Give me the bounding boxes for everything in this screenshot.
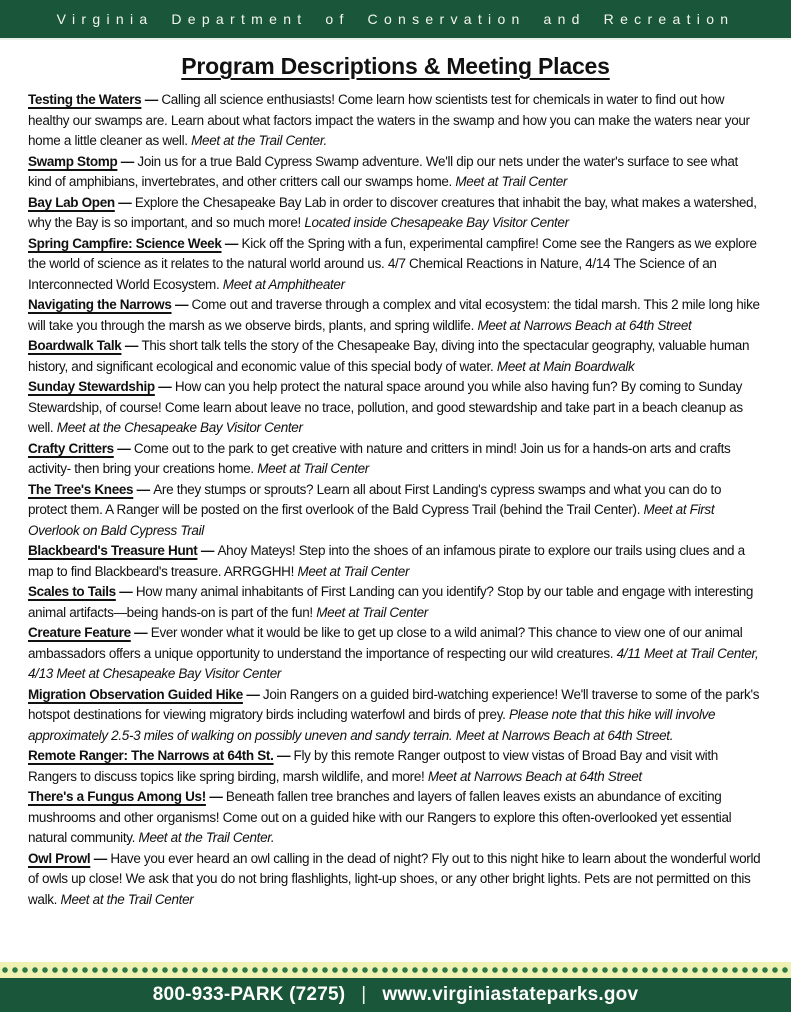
program-dash: —: [115, 584, 136, 599]
program-description: Ahoy Mateys! Step into the shoes of an infamous pirate to explore our trails using clues and a map to find Blackbeard's treasure. ARRGGHH!: [28, 543, 745, 579]
header-bar: [0, 0, 791, 40]
program-name: Owl Prowl: [28, 850, 91, 866]
program-name: There's a Fungus Among Us!: [28, 789, 206, 804]
program-dash: —: [130, 625, 151, 640]
program-description: Come out and traverse through a complex and vital ecosystem: the tidal marsh. This 2 mile long hike will take you through the marsh as we observe birds, plants, and spring wildlife.: [28, 297, 760, 333]
program-description: This short talk tells the story of the Chesapeake Bay, diving into the spectacular geography, valuable human history, and significant ecological and economic value of this special body of water.: [28, 338, 750, 374]
program-paragraph: [28, 336, 763, 377]
program-paragraph: [28, 582, 763, 623]
program-name: Sunday Stewardship: [28, 379, 155, 394]
program-description: Kick off the Spring with a fun, experimental campfire! Come see the Rangers as we explore the world of science as it relates to the natural world around us. 4/7 Chemical Reactions in Nature, 4/14 The Science of an Interconnected World Ecosystem.: [28, 235, 757, 292]
program-meeting-place: Meet at Trail Center: [297, 563, 410, 579]
program-description: Come out to the park to get creative with nature and critters in mind! Join us for a hands-on arts and crafts activity- then bring your creations home.: [28, 440, 731, 476]
program-paragraph: [28, 746, 763, 787]
program-meeting-place: Located inside Chesapeake Bay Visitor Center: [304, 215, 569, 230]
program-name: Scales to Tails: [28, 584, 116, 599]
program-dash: —: [242, 686, 263, 702]
program-name: Testing the Waters: [28, 92, 142, 107]
program-paragraph: [28, 541, 763, 582]
program-dash: —: [273, 748, 294, 763]
program-dash: —: [141, 92, 162, 107]
program-meeting-place: 4/11 Meet at Trail Center, 4/13 Meet at Chesapeake Bay Visitor Center: [28, 645, 759, 681]
program-paragraph: [28, 849, 763, 911]
dotted-divider: [0, 962, 791, 978]
program-paragraph: [28, 152, 763, 193]
program-name: Bay Lab Open: [28, 194, 115, 210]
program-dash: —: [90, 850, 111, 866]
program-paragraph: [28, 193, 763, 234]
program-meeting-place: Meet at the Trail Center.: [191, 133, 327, 148]
program-paragraph: [28, 295, 763, 336]
footer-website: www.virginiastateparks.gov: [382, 984, 639, 1005]
program-paragraph: [28, 439, 763, 480]
program-description: Join Rangers on a guided bird-watching experience! We'll traverse to some of the park's hotspot destinations for viewing migratory birds including waterfowl and birds of prey.: [28, 686, 760, 722]
program-paragraph: [28, 234, 763, 296]
program-meeting-place: Please note that this hike will involve approximately 2.5-3 miles of walking on possibly uneven and sandy terrain. Meet at Narrows Beach at 64th Street.: [28, 707, 716, 743]
program-meeting-place: Meet at First Overlook on Bald Cypress Trail: [28, 502, 715, 538]
program-paragraph: [28, 685, 763, 747]
program-paragraph: [28, 623, 763, 685]
program-meeting-place: Meet at Narrows Beach at 64th Street: [477, 317, 692, 333]
program-name: Swamp Stomp: [28, 153, 118, 169]
footer-bar: [0, 978, 791, 1012]
program-meeting-place: Meet at Trail Center: [316, 604, 428, 620]
program-description: Join us for a true Bald Cypress Swamp adventure. We'll dip our nets under the water's surface to see what kind of amphibians, invertebrates, and other critters call our swamps home.: [28, 153, 738, 189]
program-meeting-place: Meet at the Trail Center.: [138, 830, 275, 845]
program-description: Beneath fallen tree branches and layers of fallen leaves exists an abundance of exciting mushrooms and other organisms! Come out on a guided hike with our Rangers to explore this often-overlooked yet essential natural community.: [28, 789, 732, 845]
program-dash: —: [205, 789, 226, 804]
bottom-margin: [0, 1012, 791, 1024]
program-meeting-place: Meet at Narrows Beach at 64th Street: [427, 768, 642, 784]
program-description: Calling all science enthusiasts! Come learn how scientists test for chemicals in water to find out how healthy our swamps are. Learn about what factors impact the waters in the swamp and how you can make the waters near your home a little cleaner as well.: [28, 92, 750, 148]
program-meeting-place: Meet at the Chesapeake Bay Visitor Center: [56, 420, 303, 435]
program-description: Have you ever heard an owl calling in the dead of night? Fly out to this night hike to learn about the wonderful world of owls up close! We ask that you do not bring flashlights, light-up shoes, or any other bright lights. Pets are not permitted on this walk.: [28, 850, 761, 907]
program-description: Ever wonder what it would be like to get up close to a wild animal? This chance to view one of our animal ambassadors offers a unique opportunity to understand the importance of respecting our wild creatures.: [28, 625, 743, 661]
program-dash: —: [114, 194, 135, 210]
program-name: Boardwalk Talk: [28, 338, 122, 353]
program-dash: —: [117, 153, 138, 169]
program-name: Navigating the Narrows: [28, 297, 172, 312]
program-description: Are they stumps or sprouts? Learn all about First Landing's cypress swamps and what you can do to protect them. A Ranger will be posted on the first overlook of the Bald Cypress Trail (behind the Trail Center).: [28, 481, 722, 517]
agency-title: Virginia Department of Conservation and Recreation: [56, 11, 735, 27]
program-name: The Tree's Knees: [28, 481, 134, 497]
program-name: Migration Observation Guided Hike: [28, 686, 243, 702]
program-dash: —: [154, 379, 175, 394]
program-meeting-place: Meet at Main Boardwalk: [496, 358, 635, 374]
program-paragraph: [28, 377, 763, 439]
program-meeting-place: Meet at Trail Center: [455, 174, 568, 189]
footer-phone: 800-933-PARK (7275): [152, 984, 346, 1005]
program-meeting-place: Meet at the Trail Center: [60, 891, 194, 907]
program-dash: —: [197, 543, 218, 558]
program-paragraph: [28, 787, 763, 849]
program-name: Crafty Critters: [28, 440, 114, 456]
program-dash: —: [221, 235, 242, 251]
program-description: Explore the Chesapeake Bay Lab in order to discover creatures that inhabit the bay, what makes a watershed, why the Bay is so important, and so much more!: [28, 194, 757, 230]
program-list: [0, 88, 791, 962]
program-name: Spring Campfire: Science Week: [28, 235, 222, 251]
program-name: Blackbeard's Treasure Hunt: [28, 543, 198, 558]
page-title-text: Program Descriptions & Meeting Places: [181, 53, 610, 79]
program-paragraph: [28, 480, 763, 542]
program-dash: —: [121, 338, 142, 353]
program-name: Remote Ranger: The Narrows at 64th St.: [28, 748, 274, 763]
program-paragraph: [28, 90, 763, 152]
program-dash: —: [133, 481, 154, 497]
program-description: How can you help protect the natural space around you while also having fun? By coming to Sunday Stewardship, of course! Come learn about leave no trace, pollution, and good stewardship and take part in a beach cleanup as well.: [28, 379, 743, 435]
program-meeting-place: Meet at Trail Center: [257, 461, 369, 476]
program-name: Creature Feature: [28, 625, 131, 640]
program-dash: —: [113, 440, 134, 456]
program-description: Fly by this remote Ranger outpost to view vistas of Broad Bay and visit with Rangers to discuss topics like spring birding, marsh wildlife, and more!: [28, 748, 718, 784]
program-meeting-place: Meet at Amphitheater: [222, 276, 345, 292]
program-description: How many animal inhabitants of First Landing can you identify? Stop by our table and engage with interesting animal artifacts—being hands-on is part of the fun!: [28, 584, 754, 620]
page-title: [0, 53, 791, 80]
program-dash: —: [171, 297, 192, 312]
footer-separator: |: [361, 984, 367, 1005]
